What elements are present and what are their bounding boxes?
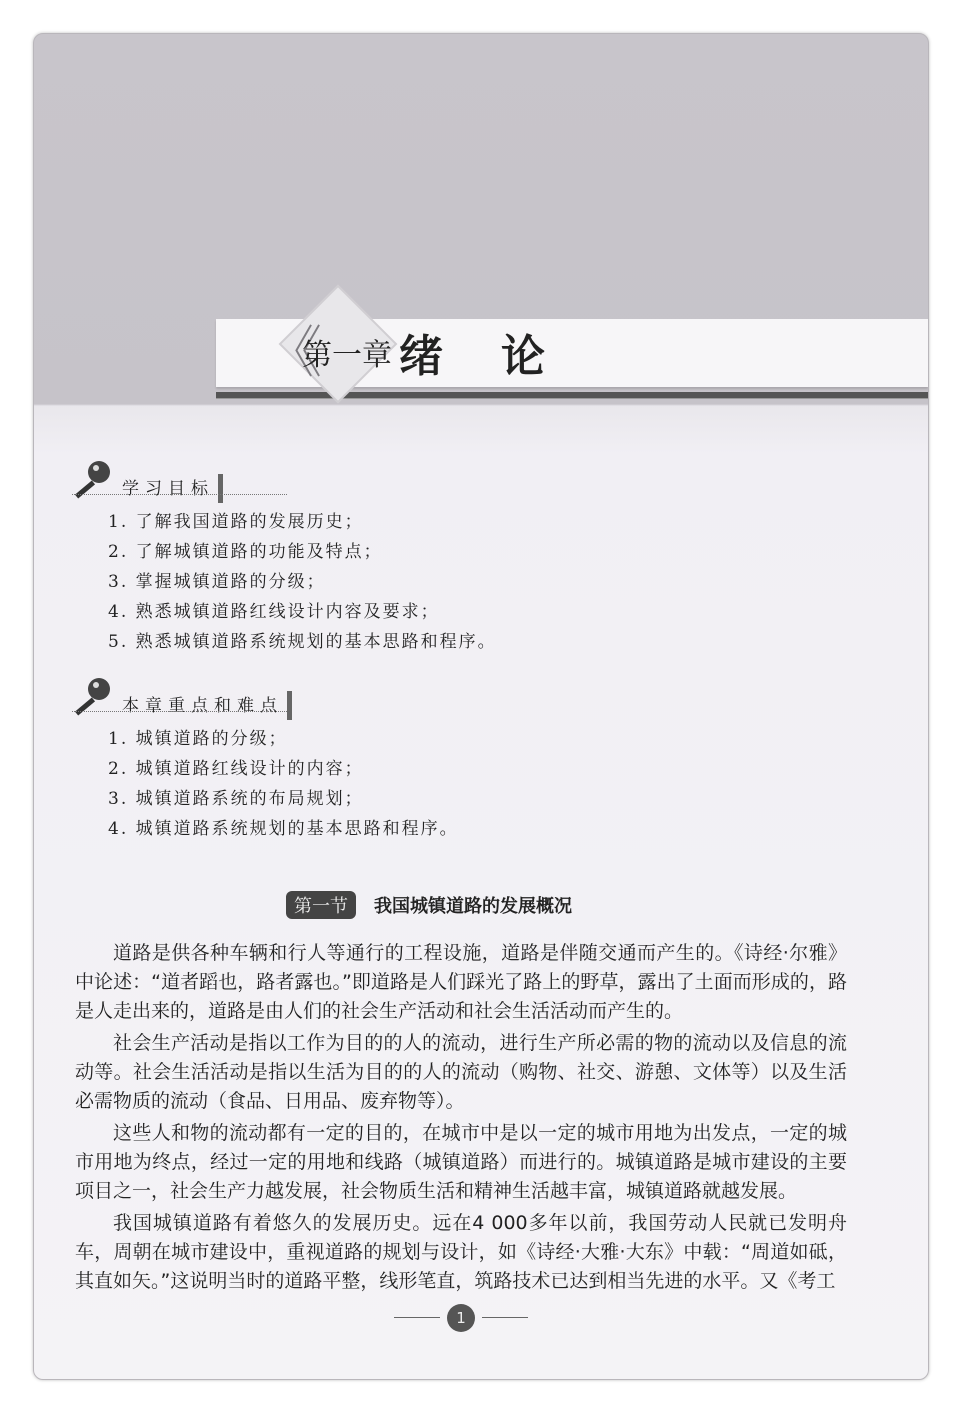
page-number: 1 — [447, 1304, 475, 1332]
chapter-banner-rule — [216, 392, 928, 399]
chapter-title: 绪论 — [399, 331, 603, 382]
objectives-heading-label: 学习目标 — [122, 474, 223, 503]
key-icon — [72, 676, 116, 720]
objectives-heading — [72, 459, 223, 503]
paragraph: 我国城镇道路有着悠久的发展历史。远在4 000多年以前，我国劳动人民就已发明舟车，周朝在城市建设中，重视道路的规划与设计，如《诗经·大雅·大东》中载：“周道如砥，其直如矢。”这说明当时的道路平整，线形笔直，筑路技术已达到相当先进的水平。又《考工 — [75, 1212, 847, 1292]
footer-rule-right — [482, 1317, 528, 1318]
chapter-number: 第一章 — [302, 338, 392, 373]
paragraph: 道路是供各种车辆和行人等通行的工程设施，道路是伴随交通而产生的。《诗经·尔雅》中论述：“道者蹈也，路者露也。”即道路是人们踩光了路上的野草，露出了土面而形成的，路是人走出来的，道路是由人们的社会生产活动和社会生活活动而产生的。 — [75, 942, 847, 1022]
footer-rule-left — [394, 1317, 440, 1318]
list-item: 4. 城镇道路系统规划的基本思路和程序。 — [108, 819, 459, 839]
key-points-heading — [72, 676, 292, 720]
section-title: 我国城镇道路的发展概况 — [374, 896, 572, 917]
double-chevron-icon: 《 — [266, 321, 322, 386]
list-item: 2. 城镇道路红线设计的内容； — [108, 759, 364, 779]
list-item: 5. 熟悉城镇道路系统规划的基本思路和程序。 — [108, 632, 497, 652]
key-points-heading-label: 本章重点和难点 — [122, 691, 292, 720]
list-item: 1. 城镇道路的分级； — [108, 729, 288, 749]
list-item: 4. 熟悉城镇道路红线设计内容及要求； — [108, 602, 440, 622]
book-page — [33, 33, 929, 1380]
objectives-list — [108, 507, 497, 657]
key-icon — [72, 459, 116, 503]
section-heading — [286, 891, 572, 919]
list-item: 2. 了解城镇道路的功能及特点； — [108, 542, 383, 562]
list-item: 3. 城镇道路系统的布局规划； — [108, 789, 364, 809]
paragraph: 这些人和物的流动都有一定的目的，在城市中是以一定的城市用地为出发点，一定的城市用地为终点，经过一定的用地和线路（城镇道路）而进行的。城镇道路是城市建设的主要项目之一，社会生产力越发展，社会物质生活和精神生活越丰富，城镇道路就越发展。 — [75, 1122, 847, 1202]
body-text — [75, 939, 847, 1299]
dotted-divider — [72, 711, 287, 712]
dotted-divider — [72, 494, 287, 495]
page-footer — [394, 1304, 528, 1330]
list-item: 1. 了解我国道路的发展历史； — [108, 512, 364, 532]
paragraph: 社会生产活动是指以工作为目的的人的流动，进行生产所必需的物的流动以及信息的流动等。社会生活活动是指以生活为目的的人的流动（购物、社交、游憩、文体等）以及生活必需物质的流动（食品、日用品、废弃物等）。 — [75, 1032, 847, 1112]
section-badge: 第一节 — [286, 891, 356, 919]
list-item: 3. 掌握城镇道路的分级； — [108, 572, 326, 592]
key-points-list — [108, 724, 459, 844]
